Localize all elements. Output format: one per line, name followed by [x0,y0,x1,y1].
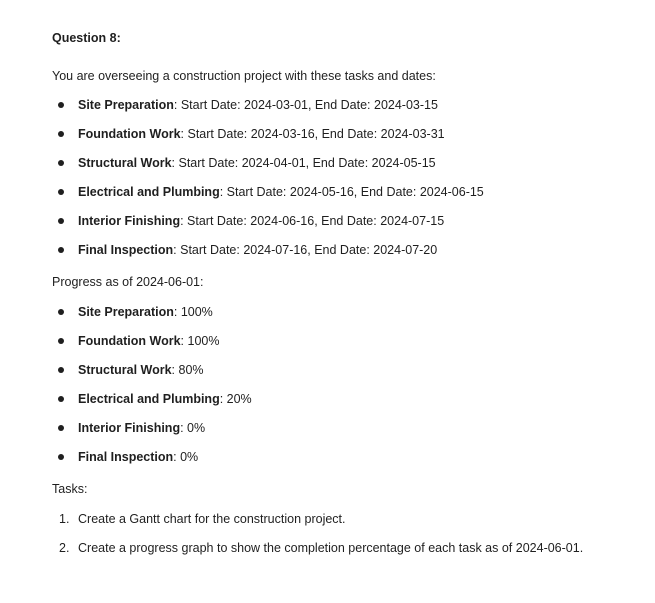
list-item [52,420,642,436]
list-item [52,97,642,113]
task-dates: : Start Date: 2024-04-01, End Date: 2024-05-15 [171,156,436,170]
task-instruction: Create a Gantt chart for the construction project. [78,512,346,526]
task-progress: : 80% [171,363,204,377]
progress-list [52,304,642,465]
task-instruction: Create a progress graph to show the completion percentage of each task as of 2024-06-01. [78,541,584,555]
task-name: Electrical and Plumbing [78,392,220,406]
item-number: 2. [59,541,70,555]
task-name: Interior Finishing [78,421,181,435]
task-dates: : Start Date: 2024-03-01, End Date: 2024-03-15 [173,98,438,112]
item-number: 1. [59,512,70,526]
task-progress: : 100% [180,334,220,348]
task-progress: : 20% [219,392,252,406]
task-dates: : Start Date: 2024-03-16, End Date: 2024-03-31 [180,127,445,141]
bullet-icon [58,247,64,253]
bullet-icon [58,338,64,344]
task-name: Foundation Work [78,127,181,141]
bullet-icon [58,218,64,224]
list-item [52,184,642,200]
list-item [52,242,642,258]
list-item [52,511,642,527]
bullet-icon [58,425,64,431]
tasks-heading: Tasks: [52,482,88,496]
schedule-list [52,97,642,258]
list-item [52,304,642,320]
list-item [52,449,642,465]
question-title: Question 8: [52,31,121,45]
task-name: Structural Work [78,363,172,377]
list-item [52,540,642,556]
bullet-icon [58,454,64,460]
task-progress: : 0% [173,450,199,464]
list-item [52,333,642,349]
task-progress: : 0% [180,421,206,435]
list-item [52,362,642,378]
task-name: Site Preparation [78,305,174,319]
list-item [52,155,642,171]
intro-text: You are overseeing a construction project with these tasks and dates: [52,69,436,83]
progress-heading: Progress as of 2024-06-01: [52,275,204,289]
question-document [52,30,642,556]
task-name: Site Preparation [78,98,174,112]
task-dates: : Start Date: 2024-05-16, End Date: 2024-06-15 [219,185,484,199]
task-dates: : Start Date: 2024-07-16, End Date: 2024-07-20 [173,243,438,257]
task-name: Structural Work [78,156,172,170]
list-item [52,213,642,229]
task-name: Foundation Work [78,334,181,348]
task-progress: : 100% [173,305,213,319]
tasks-list [52,511,642,556]
task-name: Electrical and Plumbing [78,185,220,199]
list-item [52,391,642,407]
list-item [52,126,642,142]
bullet-icon [58,309,64,315]
bullet-icon [58,102,64,108]
task-dates: : Start Date: 2024-06-16, End Date: 2024-07-15 [180,214,445,228]
bullet-icon [58,396,64,402]
bullet-icon [58,160,64,166]
bullet-icon [58,189,64,195]
task-name: Final Inspection [78,243,174,257]
task-name: Interior Finishing [78,214,181,228]
bullet-icon [58,367,64,373]
task-name: Final Inspection [78,450,174,464]
bullet-icon [58,131,64,137]
